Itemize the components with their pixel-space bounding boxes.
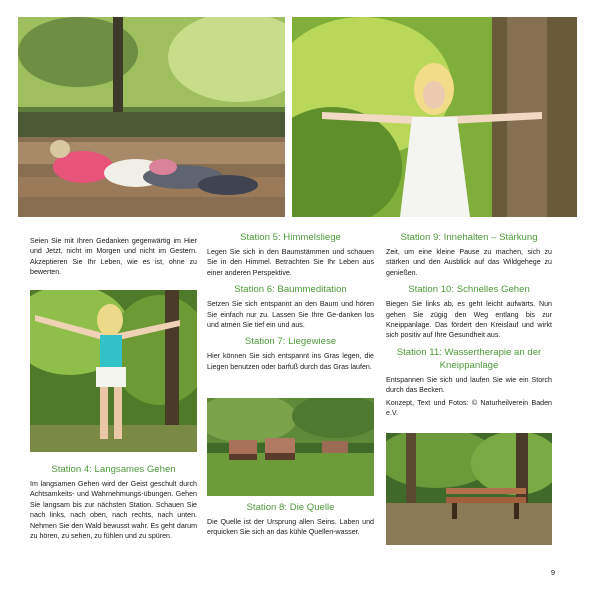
page-number: 9 bbox=[550, 568, 555, 577]
credit-text: Konzept, Text und Fotos: © Naturheilverein Baden e.V. bbox=[386, 398, 552, 418]
station-4-text: Im langsamen Gehen wird der Geist geschult durch Achtsamkeits- und Wahrnehmungs-übungen. Gehen Sie langsam bis zur nächsten Station. Schauen Sie nach links, nach oben, nach rechts, nach unten. Nehmen Sie den Wald bewusst wahr. Es geht darum zu hören, zu sehen, zu fühlen und zu spüren. bbox=[30, 480, 197, 541]
station-7-title: Station 7: Liegewiese bbox=[244, 336, 337, 348]
intro-text: Seien Sie mit Ihren Gedanken gegenwärtig im Hier und Jetzt, nicht im Morgen und nicht im Gestern. Akzeptieren Sie Ihr Leben, wie es ist, ohne zu bewerten. bbox=[30, 237, 197, 277]
column-2-lower bbox=[207, 501, 374, 543]
station-5-text: Legen Sie sich in den Baumstämmen und schauen Sie in den Himmel. Betrachten Sie Ihr Leben aus einer anderen Perspektive. bbox=[207, 248, 374, 277]
station-7-text: Hier können Sie sich entspannt ins Gras legen, die Liegen benutzen oder barfuß durch das Gras laufen. bbox=[207, 352, 374, 371]
station-8-text: Die Quelle ist der Ursprung allen Seins. Laben und erquicken Sie sich an das kühle Quellen-wasser. bbox=[207, 518, 374, 537]
station-11-text: Entspannen Sie sich und laufen Sie wie ein Storch durch das Becken. bbox=[386, 375, 552, 395]
photo-woman-arms-outstretched bbox=[292, 17, 577, 217]
photo-bench-forest bbox=[386, 433, 552, 545]
photo-group-on-logs bbox=[18, 17, 285, 217]
station-5-title: Station 5: Himmelsliege bbox=[240, 232, 341, 243]
station-10-title: Station 10: Schnelles Gehen bbox=[408, 284, 530, 296]
station-10-text: Biegen Sie links ab, es geht leicht aufwärts. Nun gehen Sie zügig den Weg entlang bis zur Kneippanlage. Das fördert den Kreislauf und wirkt sich positiv auf Ihre Gesundheit aus. bbox=[386, 300, 552, 340]
station-4-title: Station 4: Langsames Gehen bbox=[51, 464, 176, 475]
station-8-title: Station 8: Die Quelle bbox=[246, 502, 335, 513]
station-11-title: Station 11: Wassertherapie an der Kneippanlage bbox=[396, 346, 542, 371]
column-3 bbox=[386, 231, 552, 423]
photo-liegewiese bbox=[207, 398, 374, 496]
column-1-lower bbox=[30, 463, 197, 546]
column-2 bbox=[207, 231, 374, 377]
station-9-text: Zeit, um eine kleine Pause zu machen, sich zu stärken und den Ausblick auf das Wildgehege zu genießen. bbox=[386, 248, 552, 277]
station-6-text: Setzen Sie sich entspannt an den Baum und hören Sie einfach nur zu. Lassen Sie Ihre Ge-danken los und atmen Sie tief ein und aus. bbox=[207, 300, 374, 330]
station-6-title: Station 6: Baummeditation bbox=[234, 284, 347, 296]
photo-woman-turquoise-top bbox=[30, 290, 197, 452]
station-9-title: Station 9: Innehalten – Stärkung bbox=[400, 232, 538, 243]
column-1 bbox=[30, 236, 197, 283]
